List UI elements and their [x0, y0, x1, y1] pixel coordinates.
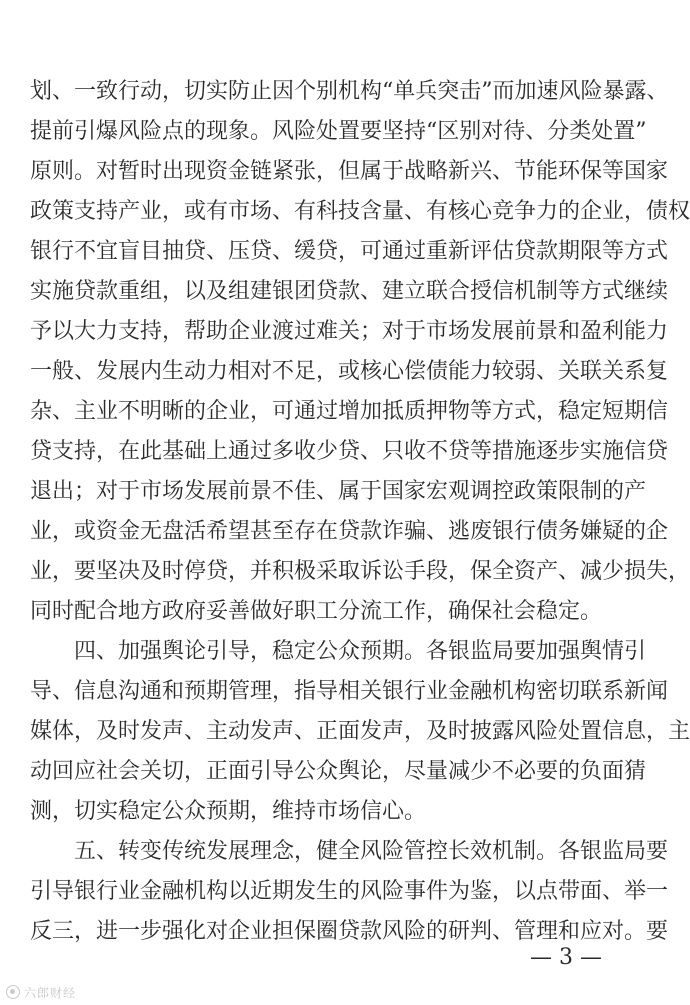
section-heading-line: 五、转变传统发展理念，健全风险管控长效机制。各银监局要 [74, 839, 669, 864]
text-line: 导、信息沟通和预期管理，指导相关银行业金融机构密切联系新闻 [30, 679, 669, 704]
text-line: 引导银行业金融机构以近期发生的风险事件为鉴，以点带面、举一 [30, 879, 669, 904]
text-line: 媒体，及时发声、主动发声、正面发声，及时披露风险处置信息，主 [30, 719, 690, 744]
text-line: 反三，进一步强化对企业担保圈贷款风险的研判、管理和应对。要 [30, 919, 669, 944]
text-line: 退出；对于市场发展前景不佳、属于国家宏观调控政策限制的产 [30, 479, 647, 504]
watermark [6, 982, 76, 1002]
text-line: 一般、发展内生动力相对不足，或核心偿债能力较弱、关联关系复 [30, 359, 669, 384]
text-line: 贷支持，在此基础上通过多收少贷、只收不贷等措施逐步实施信贷 [30, 439, 669, 464]
text-line: 业，要坚决及时停贷，并积极采取诉讼手段，保全资产、减少损失， [30, 559, 690, 584]
page-number [0, 943, 640, 973]
text-line: 银行不宜盲目抽贷、压贷、缓贷，可通过重新评估贷款期限等方式 [30, 239, 669, 264]
text-line: 测，切实稳定公众预期，维持市场信心。 [30, 799, 427, 824]
text-line: 杂、主业不明晰的企业，可通过增加抵质押物等方式，稳定短期信 [30, 399, 669, 424]
text-line: 政策支持产业，或有市场、有科技含量、有核心竞争力的企业，债权 [30, 199, 690, 224]
watermark-text: 六郎财经 [24, 985, 77, 1000]
section-heading-line: 四、加强舆论引导，稳定公众预期。各银监局要加强舆情引 [74, 639, 647, 664]
watermark-logo-icon [6, 985, 20, 999]
text-line: 提前引爆风险点的现象。风险处置要坚持“区别对待、分类处置” [30, 119, 647, 144]
text-line: 原则。对暂时出现资金链紧张，但属于战略新兴、节能环保等国家 [30, 159, 669, 184]
text-line: 同时配合地方政府妥善做好职工分流工作，确保社会稳定。 [30, 599, 603, 624]
text-line: 动回应社会关切，正面引导公众舆论，尽量减少不必要的负面猜 [30, 759, 647, 784]
text-line: 予以大力支持，帮助企业渡过难关；对于市场发展前景和盈利能力 [30, 319, 669, 344]
text-line: 划、一致行动，切实防止因个别机构“单兵突击”而加速风险暴露、 [30, 79, 669, 104]
text-line: 业，或资金无盘活希望甚至存在贷款诈骗、逃废银行债务嫌疑的企 [30, 519, 669, 544]
text-line: 实施贷款重组，以及组建银团贷款、建立联合授信机制等方式继续 [30, 279, 669, 304]
page-number-text: — 3 — [530, 945, 602, 970]
